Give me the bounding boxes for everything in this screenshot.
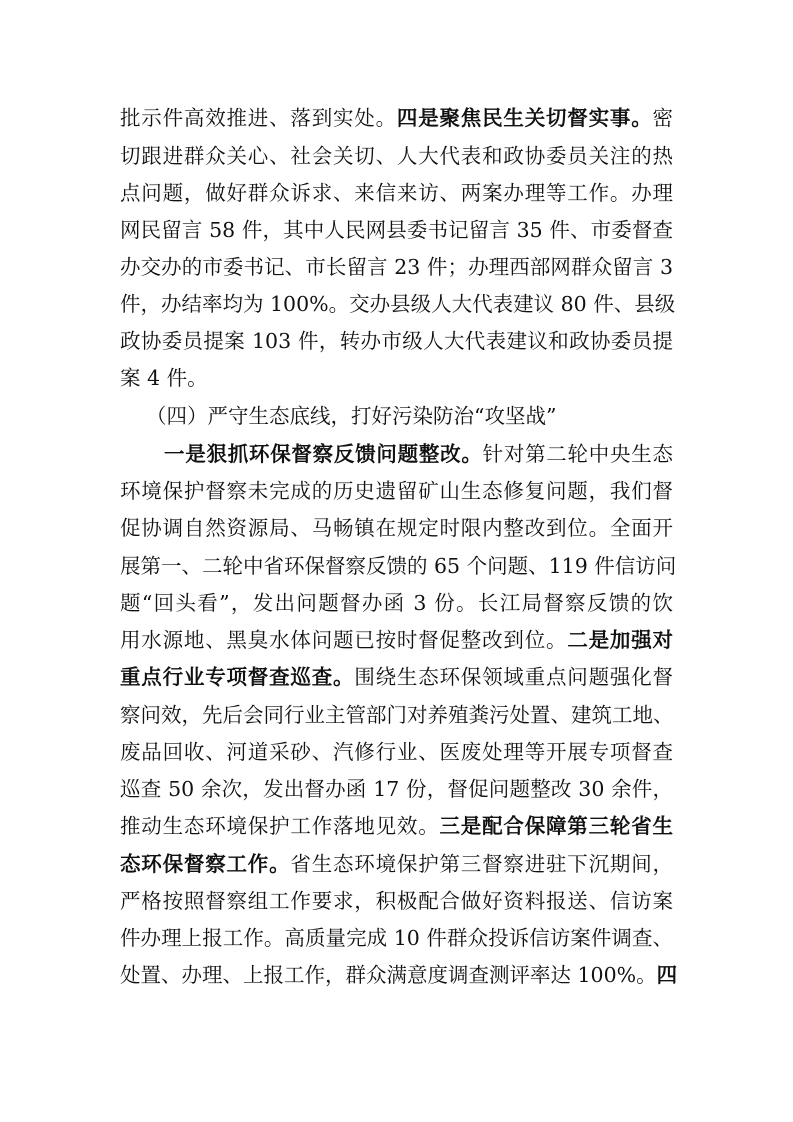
text-line	[120, 363, 673, 393]
text-line	[120, 215, 673, 245]
text-run: 察问效，先后会同行业主管部门对养殖粪污处置、建筑工地、	[120, 703, 674, 727]
text-run: 网民留言 58 件，其中人民网县委书记留言 35 件、市委督查	[120, 218, 673, 242]
text-line	[120, 774, 673, 804]
text-line	[120, 289, 676, 319]
text-line	[164, 439, 673, 469]
text-run: 题“回头看”，发出问题督办函 3 份。长江局督察反馈的饮	[120, 591, 673, 615]
text-line	[120, 513, 673, 543]
text-run: 切跟进群众关心、社会关切、人大代表和政协委员关注的热	[120, 144, 673, 168]
text-line	[120, 588, 673, 618]
text-run: 展第一、二轮中省环保督察反馈的 65 个问题、119 件信访问	[120, 554, 677, 578]
text-run: 处置、办理、上报工作，群众满意度调查测评率达 100%。	[120, 963, 657, 987]
text-line	[120, 326, 673, 356]
text-run: 密	[652, 106, 674, 130]
text-run: 促协调自然资源局、马畅镇在规定时限内整改到位。全面开	[120, 516, 673, 540]
text-run: 省生态环境保护第三督察进驻下沉期间，	[290, 852, 674, 876]
bold-heading-run: 四	[656, 963, 678, 987]
text-line	[120, 886, 673, 916]
text-run: 件办理上报工作。高质量完成 10 件群众投诉信访案件调查、	[120, 926, 673, 950]
bold-heading-run: 二是加强对	[567, 628, 674, 652]
text-line	[120, 625, 673, 655]
text-line	[120, 252, 673, 282]
text-run: 围绕生态环保领域重点问题强化督	[354, 665, 674, 689]
text-line	[120, 662, 673, 692]
text-line	[120, 737, 673, 767]
text-line	[120, 923, 673, 953]
text-run: 环境保护督察未完成的历史遗留矿山生态修复问题，我们督	[120, 479, 673, 503]
text-line	[120, 551, 677, 581]
bold-heading-run: 三是配合保障第三轮省生	[439, 814, 673, 838]
text-run: 废品回收、河道采砂、汽修行业、医废处理等开展专项督查	[120, 740, 673, 764]
bold-heading-run: 一是狠抓环保督察反馈问题整改。	[164, 442, 483, 466]
text-run: 巡查 50 余次，发出督办函 17 份，督促问题整改 30 余件，	[120, 777, 673, 801]
text-line	[120, 700, 673, 730]
text-run: 针对第二轮中央生态	[482, 442, 674, 466]
text-line	[120, 141, 673, 171]
text-line	[146, 401, 699, 431]
text-run: （四）严守生态底线，打好污染防治“攻坚战”	[146, 404, 557, 428]
text-run: 案 4 件。	[120, 366, 208, 390]
bold-heading-run: 重点行业专项督查巡查。	[120, 665, 355, 689]
text-line	[120, 849, 673, 879]
text-line	[120, 103, 673, 133]
text-run: 严格按照督察组工作要求，积极配合做好资料报送、信访案	[120, 889, 673, 913]
text-run: 用水源地、黑臭水体问题已按时督促整改到位。	[120, 628, 568, 652]
text-run: 件，办结率均为 100%。交办县级人大代表建议 80 件、县级	[120, 292, 676, 316]
text-line	[120, 811, 673, 841]
text-run: 批示件高效推进、落到实处。	[120, 106, 397, 130]
text-line	[120, 178, 673, 208]
text-run: 办交办的市委书记、市长留言 23 件；办理西部网群众留言 3	[120, 255, 673, 279]
text-run: 点问题，做好群众诉求、来信来访、两案办理等工作。办理	[120, 181, 673, 205]
text-run: 推动生态环境保护工作落地见效。	[120, 814, 440, 838]
text-line	[120, 960, 678, 990]
text-line	[120, 476, 673, 506]
bold-heading-run: 四是聚焦民生关切督实事。	[396, 106, 653, 130]
text-run: 政协委员提案 103 件，转办市级人大代表建议和政协委员提	[120, 329, 673, 353]
bold-heading-run: 态环保督察工作。	[120, 852, 291, 876]
